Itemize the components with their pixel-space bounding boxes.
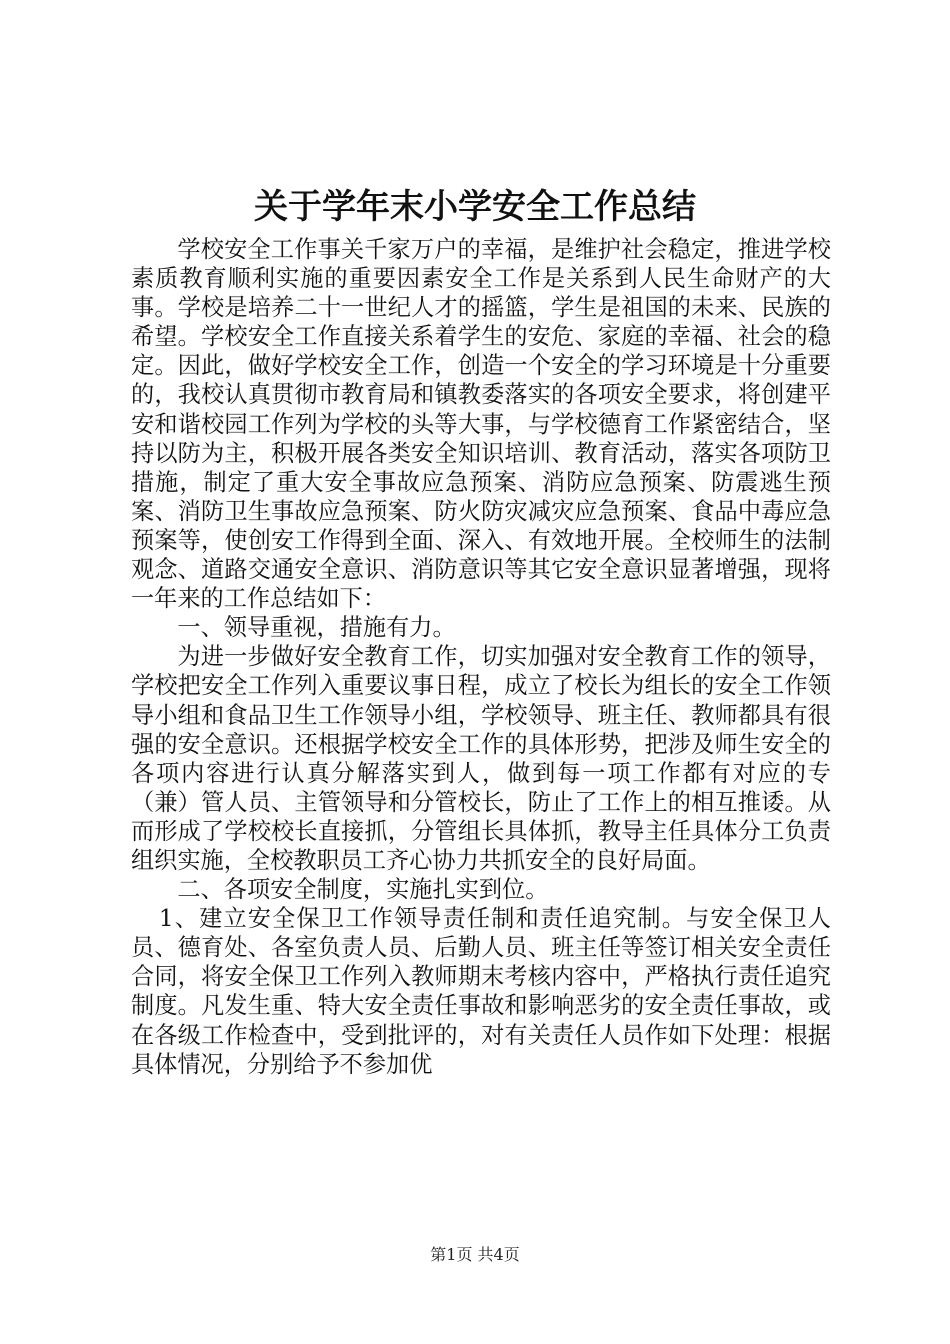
- paragraph-section-1: 为进一步做好安全教育工作，切实加强对安全教育工作的领导，学校把安全工作列入重要议事日程，成立了校长为组长的安全工作领导小组和食品卫生工作领导小组，学校领导、班主任、教师都具有很强的安全意识。还根据学校安全工作的具体形势，把涉及师生安全的各项内容进行认真分解落实到人，做到每一项工作都有对应的专（兼）管人员、主管领导和分管校长，防止了工作上的相互推诿。从而形成了学校校长直接抓，分管组长具体抓，教导主任具体分工负责组织实施，全校教职员工齐心协力共抓安全的良好局面。: [131, 643, 831, 874]
- section-heading-1: 一、领导重视，措施有力。: [177, 614, 456, 642]
- paragraph-intro: 学校安全工作事关千家万户的幸福，是维护社会稳定，推进学校素质教育顺利实施的重要因素安全工作是关系到人民生命财产的大事。学校是培养二十一世纪人才的摇篮，学生是祖国的未来、民族的希望。学校安全工作直接关系着学生的安危、家庭的幸福、社会的稳定。因此，做好学校安全工作，创造一个安全的学习环境是十分重要的，我校认真贯彻市教育局和镇教委落实的各项安全要求，将创建平安和谐校园工作列为学校的头等大事，与学校德育工作紧密结合，坚持以防为主，积极开展各类安全知识培训、教育活动，落实各项防卫措施，制定了重大安全事故应急预案、消防应急预案、防震逃生预案、消防卫生事故应急预案、防火防灾减灾应急预案、食品中毒应急预案等，使创安工作得到全面、深入、有效地开展。全校师生的法制观念、道路交通安全意识、消防意识等其它安全意识显著增强，现将一年来的工作总结如下：: [131, 236, 831, 613]
- section-heading-2: 二、各项安全制度，实施扎实到位。: [177, 876, 549, 904]
- document-title: 关于学年末小学安全工作总结: [254, 187, 696, 227]
- document-body: [131, 235, 831, 1079]
- page-number-footer: 第1页 共4页: [430, 1245, 520, 1264]
- paragraph-item-1: 1、建立安全保卫工作领导责任制和责任追究制。与安全保卫人员、德育处、各室负责人员、后勤人员、班主任等签订相关安全责任合同，将安全保卫工作列入教师期末考核内容中，严格执行责任追究制度。凡发生重、特大安全责任事故和影响恶劣的安全责任事故，或在各级工作检查中，受到批评的，对有关责任人员作如下处理：根据具体情况，分别给予不参加优: [131, 905, 831, 1078]
